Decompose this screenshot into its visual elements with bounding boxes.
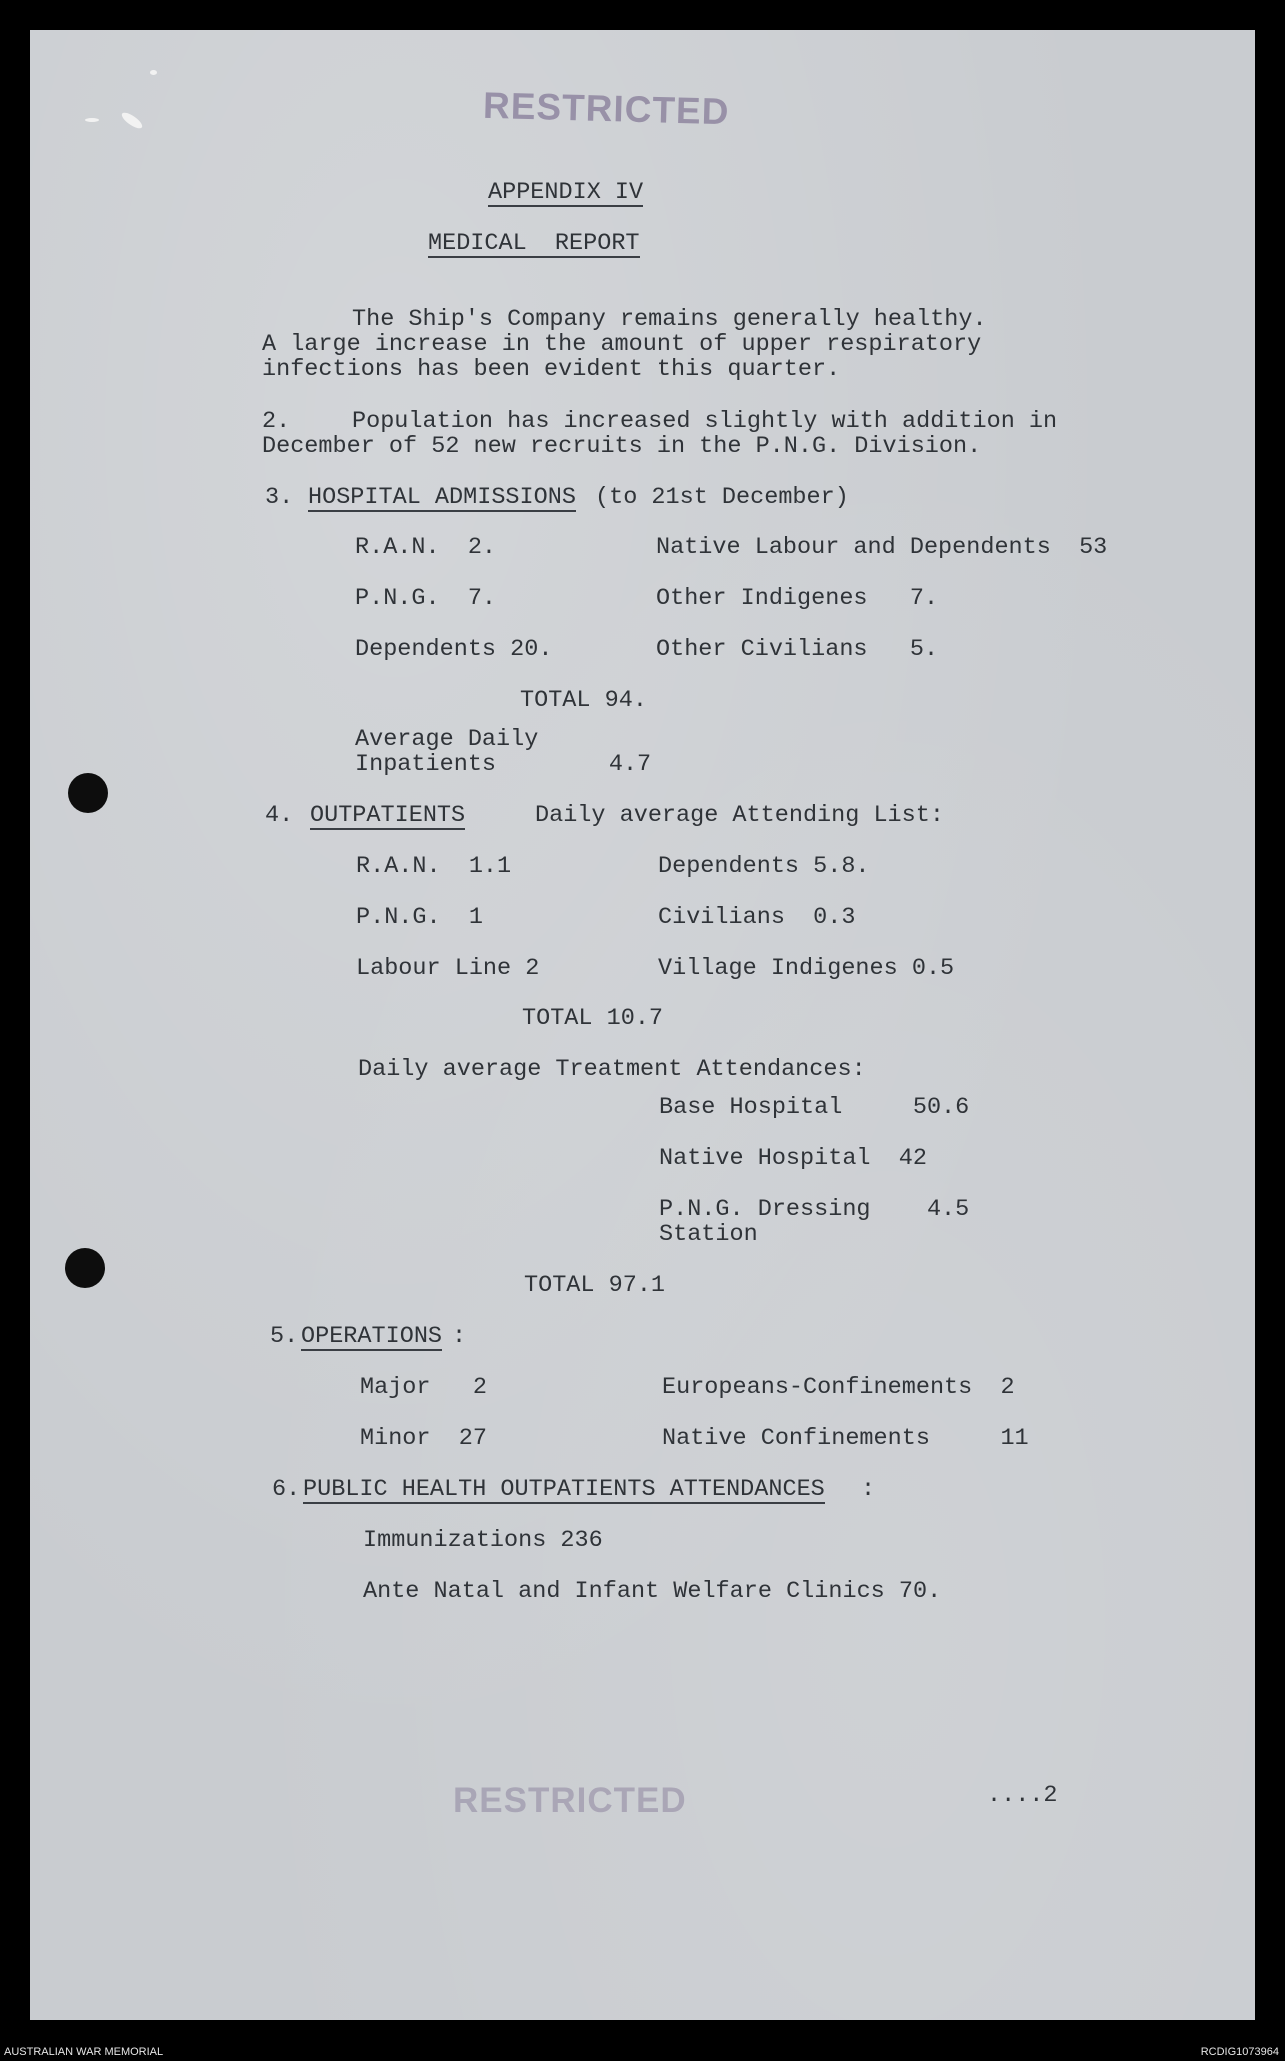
public-health-colon: : xyxy=(861,1476,876,1503)
europeans-confinements: Europeans-Confinements 2 xyxy=(662,1374,1015,1401)
ran-admissions: R.A.N. 2. xyxy=(355,534,497,561)
outpatients-sub: Daily average Attending List: xyxy=(535,802,944,829)
restricted-stamp-top: RESTRICTED xyxy=(482,84,730,133)
para1-line2: A large increase in the amount of upper respiratory xyxy=(262,331,982,358)
civilians-outpatients: Civilians 0.3 xyxy=(658,904,856,931)
labour-line-outpatients: Labour Line 2 xyxy=(356,955,540,982)
para1-line3: infections has been evident this quarter. xyxy=(262,356,841,383)
para1-line1: The Ship's Company remains generally healthy. xyxy=(352,306,987,333)
section5-number: 5. xyxy=(270,1323,299,1350)
dependents-outpatients: Dependents 5.8. xyxy=(658,853,870,880)
punch-hole-lower xyxy=(65,1248,105,1288)
hospital-admissions-heading: HOSPITAL ADMISSIONS xyxy=(308,484,576,511)
native-labour-admissions: Native Labour and Dependents 53 xyxy=(656,534,1108,561)
section3-number: 3. xyxy=(265,484,294,511)
staple-mark xyxy=(85,118,99,122)
treatment-attendances-label: Daily average Treatment Attendances: xyxy=(358,1056,866,1083)
para2-line2: December of 52 new recruits in the P.N.G. Division. xyxy=(262,433,982,460)
archive-footer-left: AUSTRALIAN WAR MEMORIAL xyxy=(4,2046,164,2058)
outpatients-heading: OUTPATIENTS xyxy=(310,802,466,829)
png-dressing-station: Station xyxy=(659,1221,758,1248)
minor-operations: Minor 27 xyxy=(360,1425,487,1452)
admissions-total: TOTAL 94. xyxy=(520,687,647,714)
native-confinements: Native Confinements 11 xyxy=(662,1425,1029,1452)
page-continuation: ....2 xyxy=(987,1782,1058,1809)
para2-line1: Population has increased slightly with addition in xyxy=(352,408,1058,435)
archive-footer-right: RCDIG1073964 xyxy=(1200,2046,1279,2058)
report-title: MEDICAL REPORT xyxy=(428,230,640,257)
native-hospital-attendances: Native Hospital 42 xyxy=(659,1145,927,1172)
base-hospital-attendances: Base Hospital 50.6 xyxy=(659,1094,970,1121)
village-indigenes-outpatients: Village Indigenes 0.5 xyxy=(658,955,955,982)
public-health-heading: PUBLIC HEALTH OUTPATIENTS ATTENDANCES xyxy=(303,1476,825,1503)
operations-heading: OPERATIONS xyxy=(301,1323,443,1350)
section6-number: 6. xyxy=(272,1476,301,1503)
para2-number: 2. xyxy=(262,408,291,435)
hospital-admissions-sub: (to 21st December) xyxy=(595,484,849,511)
operations-colon: : xyxy=(452,1323,467,1350)
average-daily-label: Average Daily xyxy=(355,726,539,753)
staple-mark xyxy=(150,70,157,75)
appendix-heading: APPENDIX IV xyxy=(488,179,644,206)
welfare-clinics-count: Ante Natal and Infant Welfare Clinics 70. xyxy=(363,1578,942,1605)
png-outpatients: P.N.G. 1 xyxy=(356,904,483,931)
dependents-admissions: Dependents 20. xyxy=(355,636,553,663)
immunizations-count: Immunizations 236 xyxy=(363,1527,603,1554)
ran-outpatients: R.A.N. 1.1 xyxy=(356,853,512,880)
punch-hole-upper xyxy=(68,773,108,813)
outpatients-total: TOTAL 10.7 xyxy=(522,1005,664,1032)
section4-number: 4. xyxy=(265,802,294,829)
png-admissions: P.N.G. 7. xyxy=(355,585,497,612)
other-civilians-admissions: Other Civilians 5. xyxy=(656,636,939,663)
other-indigenes-admissions: Other Indigenes 7. xyxy=(656,585,939,612)
major-operations: Major 2 xyxy=(360,1374,487,1401)
inpatients-value: Inpatients 4.7 xyxy=(355,751,652,778)
png-dressing-attendances: P.N.G. Dressing 4.5 xyxy=(659,1196,970,1223)
restricted-stamp-bottom: RESTRICTED xyxy=(453,1781,687,1820)
treatment-total: TOTAL 97.1 xyxy=(524,1272,666,1299)
